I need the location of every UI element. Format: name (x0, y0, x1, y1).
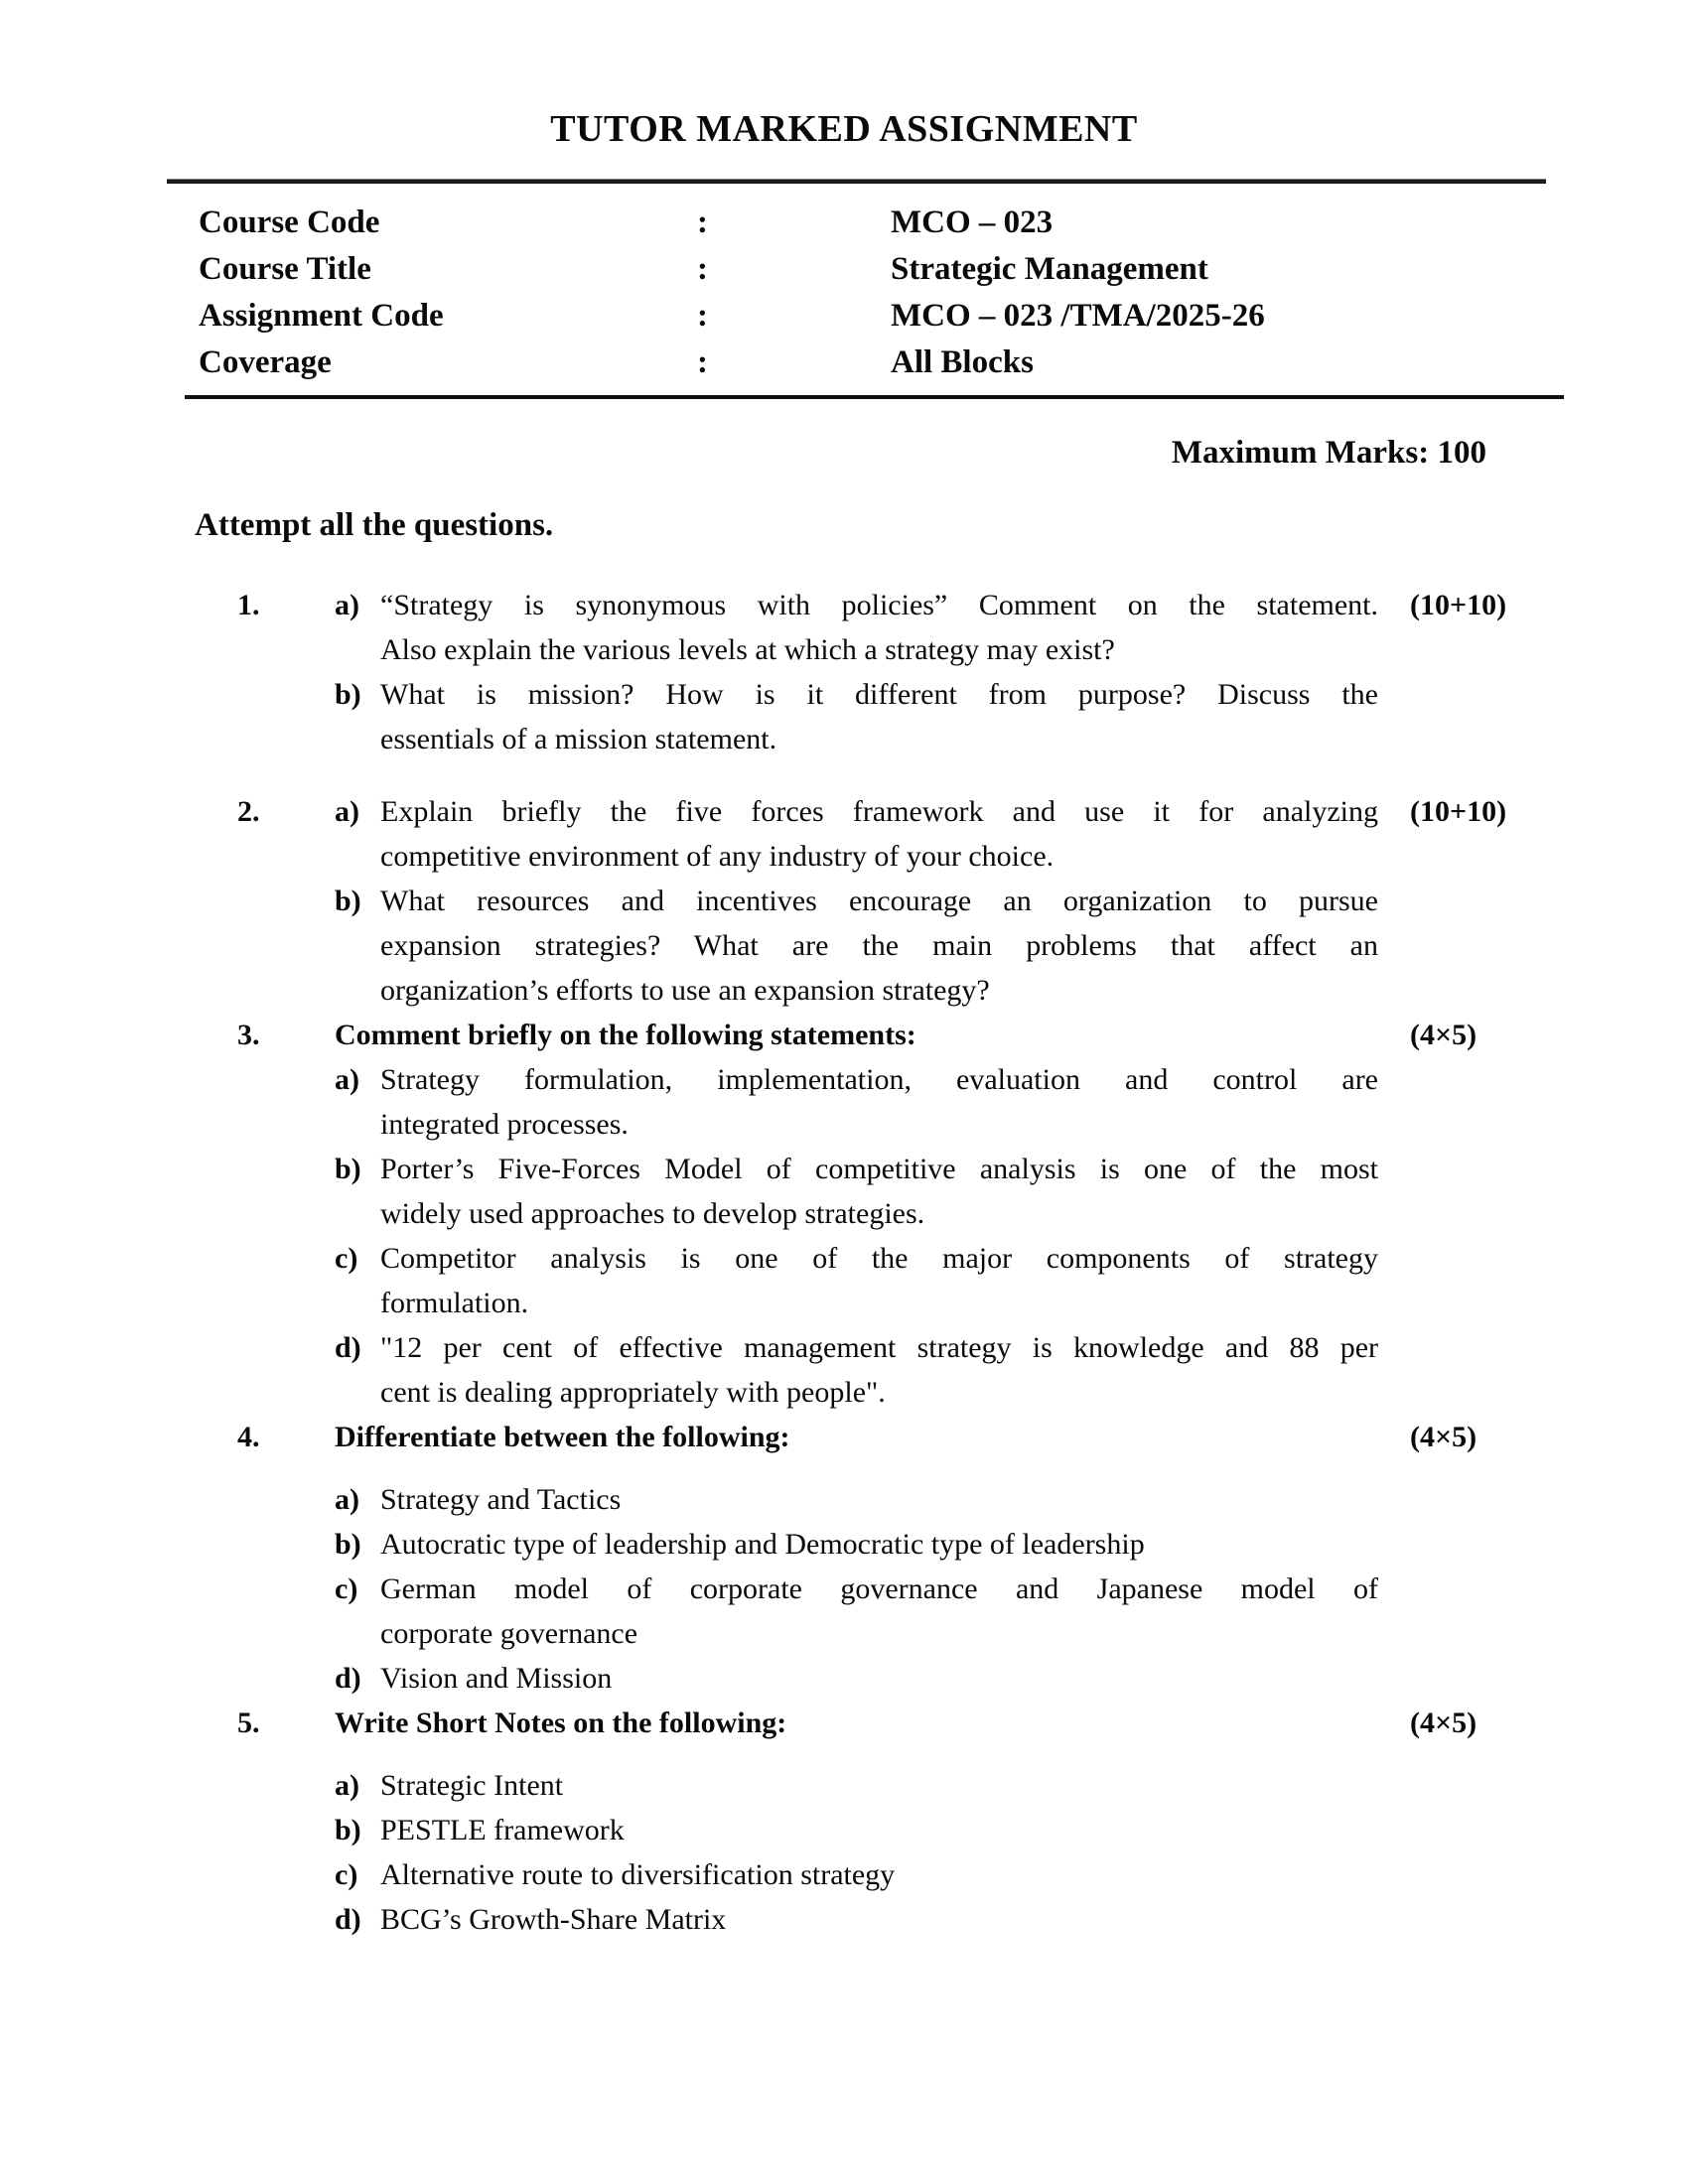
questions-list (0, 583, 1688, 1942)
part-letter: a) (335, 1063, 359, 1096)
question-body (335, 1013, 1378, 1415)
question-marks: (4×5) (1410, 1706, 1477, 1739)
question-number: 4. (237, 1421, 260, 1453)
question-line: Competitor analysis is one of the major components of strategy (380, 1242, 1378, 1275)
header-colon: : (697, 205, 708, 240)
header-row (199, 200, 1688, 246)
part-letter: d) (335, 1331, 361, 1364)
part-letter: d) (335, 1903, 361, 1936)
title-underline-rule (167, 179, 1546, 184)
question-line: PESTLE framework (380, 1814, 625, 1846)
part-letter: a) (335, 1769, 359, 1802)
header-colon: : (697, 344, 708, 380)
question-body (335, 1415, 1378, 1701)
part-text (380, 1808, 1378, 1852)
question-line: What resources and incentives encourage an organization to pursue (380, 885, 1378, 917)
header-colon: : (697, 298, 708, 334)
question-line: expansion strategies? What are the main problems that affect an (380, 929, 1378, 962)
question-part (335, 1897, 1378, 1942)
question-line: organization’s efforts to use an expansion strategy? (380, 974, 990, 1007)
question-line: "12 per cent of effective management strategy is knowledge and 88 per (380, 1331, 1378, 1364)
question-marks: (10+10) (1410, 795, 1507, 828)
question-part (335, 1763, 1378, 1808)
question-line: competitive environment of any industry of your choice. (380, 840, 1055, 873)
question-block-5 (237, 1701, 1688, 1942)
part-letter: b) (335, 885, 361, 917)
part-text (380, 1147, 1378, 1236)
question-line: formulation. (380, 1287, 529, 1319)
question-number: 1. (237, 589, 260, 621)
header-row (199, 340, 1688, 386)
question-block-3 (237, 1013, 1688, 1415)
question-line: Also explain the various levels at which a strategy may exist? (380, 633, 1115, 666)
question-heading: Write Short Notes on the following: (335, 1706, 787, 1739)
part-letter: c) (335, 1242, 358, 1275)
question-line: What is mission? How is it different from purpose? Discuss the (380, 678, 1378, 711)
page-title: TUTOR MARKED ASSIGNMENT (550, 108, 1138, 150)
question-line: integrated processes. (380, 1108, 629, 1141)
part-letter: a) (335, 589, 359, 621)
part-text (380, 583, 1378, 672)
question-number: 5. (237, 1706, 260, 1739)
question-line: German model of corporate governance and Japanese model of (380, 1572, 1378, 1605)
question-body (335, 789, 1378, 1013)
part-text (380, 1852, 1378, 1897)
part-text (380, 672, 1378, 761)
part-text (380, 1656, 1378, 1701)
question-line: Explain briefly the five forces framework and use it for analyzing (380, 795, 1378, 828)
header-label: Coverage (199, 344, 332, 380)
part-letter: b) (335, 678, 361, 711)
header-label: Course Title (199, 251, 371, 287)
question-number: 2. (237, 795, 260, 828)
part-letter: b) (335, 1153, 361, 1185)
question-part (335, 1852, 1378, 1897)
question-line: essentials of a mission statement. (380, 723, 777, 755)
question-line: Porter’s Five-Forces Model of competitive analysis is one of the most (380, 1153, 1378, 1185)
question-part (335, 1057, 1378, 1147)
question-part (335, 672, 1378, 761)
question-part (335, 879, 1378, 1013)
question-line: Strategy and Tactics (380, 1483, 622, 1516)
question-heading: Comment briefly on the following statements: (335, 1019, 916, 1051)
part-text (380, 1057, 1378, 1147)
question-block-1 (237, 583, 1688, 761)
question-block-4 (237, 1415, 1688, 1701)
question-line: BCG’s Growth-Share Matrix (380, 1903, 727, 1936)
part-letter: b) (335, 1528, 361, 1561)
part-text (380, 879, 1378, 1013)
header-label: Course Code (199, 205, 380, 240)
question-part (335, 1656, 1378, 1701)
heading-gap (335, 1459, 1378, 1477)
question-line: widely used approaches to develop strategies. (380, 1197, 925, 1230)
question-body (335, 1701, 1378, 1942)
max-marks: Maximum Marks: 100 (1171, 435, 1486, 471)
question-part (335, 789, 1378, 879)
question-part (335, 1147, 1378, 1236)
part-letter: d) (335, 1662, 361, 1695)
part-letter: c) (335, 1858, 358, 1891)
part-text (380, 1325, 1378, 1415)
question-part (335, 1522, 1378, 1567)
question-line: “Strategy is synonymous with policies” Comment on the statement. (380, 589, 1378, 621)
question-line: Strategy formulation, implementation, evaluation and control are (380, 1063, 1378, 1096)
header-value: Strategic Management (891, 251, 1208, 287)
question-heading: Differentiate between the following: (335, 1421, 790, 1453)
question-part (335, 1808, 1378, 1852)
question-part (335, 1477, 1378, 1522)
part-text (380, 1567, 1378, 1656)
header-value: MCO – 023 (891, 205, 1054, 240)
part-text (380, 1763, 1378, 1808)
question-line: corporate governance (380, 1617, 638, 1650)
heading-gap (335, 1745, 1378, 1763)
question-marks: (4×5) (1410, 1421, 1477, 1453)
question-part (335, 1325, 1378, 1415)
question-block-2 (237, 789, 1688, 1013)
header-bottom-rule (185, 395, 1564, 399)
part-text (380, 1522, 1378, 1567)
question-line: cent is dealing appropriately with people". (380, 1376, 886, 1409)
header-label: Assignment Code (199, 298, 444, 334)
header-row (199, 293, 1688, 340)
question-line: Strategic Intent (380, 1769, 564, 1802)
question-part (335, 1236, 1378, 1325)
part-letter: c) (335, 1572, 358, 1605)
part-text (380, 789, 1378, 879)
part-letter: a) (335, 1483, 359, 1516)
question-part (335, 583, 1378, 672)
question-line: Autocratic type of leadership and Democratic type of leadership (380, 1528, 1145, 1561)
question-marks: (10+10) (1410, 589, 1507, 621)
header-value: MCO – 023 /TMA/2025-26 (891, 298, 1265, 334)
header-colon: : (697, 251, 708, 287)
question-part (335, 1567, 1378, 1656)
question-body (335, 583, 1378, 761)
question-number: 3. (237, 1019, 260, 1051)
course-header (199, 200, 1688, 386)
part-text (380, 1897, 1378, 1942)
header-value: All Blocks (891, 344, 1034, 380)
part-text (380, 1477, 1378, 1522)
part-text (380, 1236, 1378, 1325)
part-letter: a) (335, 795, 359, 828)
instruction: Attempt all the questions. (195, 507, 554, 543)
header-row (199, 246, 1688, 293)
question-line: Vision and Mission (380, 1662, 613, 1695)
part-letter: b) (335, 1814, 361, 1846)
question-marks: (4×5) (1410, 1019, 1477, 1051)
question-line: Alternative route to diversification strategy (380, 1858, 896, 1891)
